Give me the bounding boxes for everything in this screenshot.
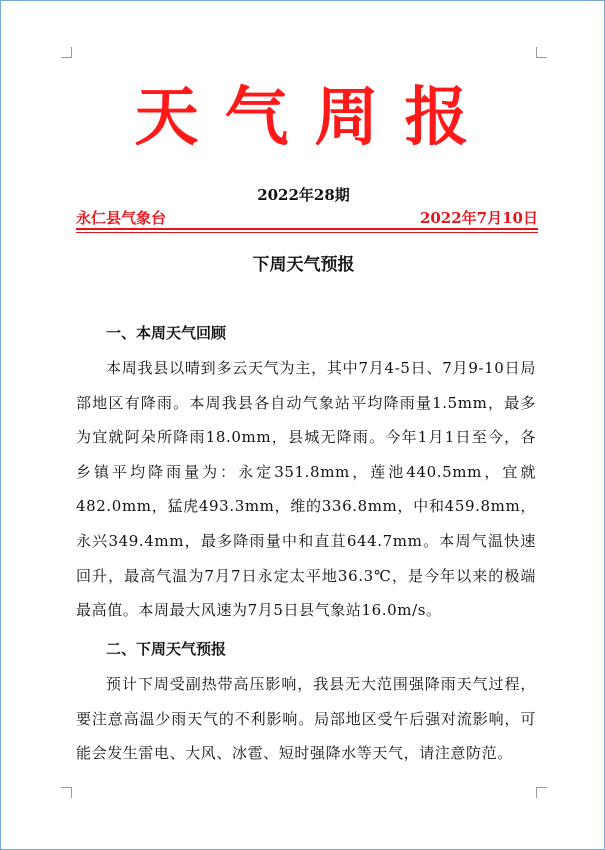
masthead-title: 天气周报: [134, 80, 495, 155]
document-subtitle: 下周天气预报: [252, 255, 355, 275]
margin-mark-bottom-left: [61, 787, 72, 798]
section-heading-forecast: 二、下周天气预报: [106, 640, 227, 658]
publish-date: 2022年7月10日: [419, 209, 538, 227]
section-heading-review: 一、本周天气回顾: [106, 324, 227, 342]
section-body-forecast: 预计下周受副热带高压影响，我县无大范围强降雨天气过程，要注意高温少雨天气的不利影响。局部地区受午后强对流影响，可能会发生雷电、大风、冰雹、短时强降水等天气，请注意防范。: [76, 675, 536, 763]
header-rule-thin: [76, 232, 538, 233]
section-body-review: 本周我县以晴到多云天气为主，其中7月4-5日、7月9-10日局部地区有降雨。本周我县各自动气象站平均降雨量1.5mm，最多为宜就阿朵所降雨18.0mm，县城无降雨。今年1月1日至今，各乡镇平均降雨量为：永定351.8mm，莲池440.5mm，宜就482.0mm，猛虎493.3mm，维的336.8mm，中和459.8mm，永兴349.4mm，最多降雨量中和直苴644.7mm。本周气温快速回升，最高气温为7月7日永定太平地36.3℃，是今年以来的极端最高值。本周最大风速为7月5日县气象站16.0m/s。: [76, 359, 536, 620]
header-info-line: [76, 208, 538, 228]
margin-mark-top-right: [536, 47, 547, 58]
header-rule-thick: [76, 228, 538, 230]
organization-name: 永仁县气象台: [76, 209, 167, 227]
issue-number: 2022年28期: [257, 186, 350, 204]
margin-mark-top-left: [61, 47, 72, 58]
margin-mark-bottom-right: [536, 787, 547, 798]
